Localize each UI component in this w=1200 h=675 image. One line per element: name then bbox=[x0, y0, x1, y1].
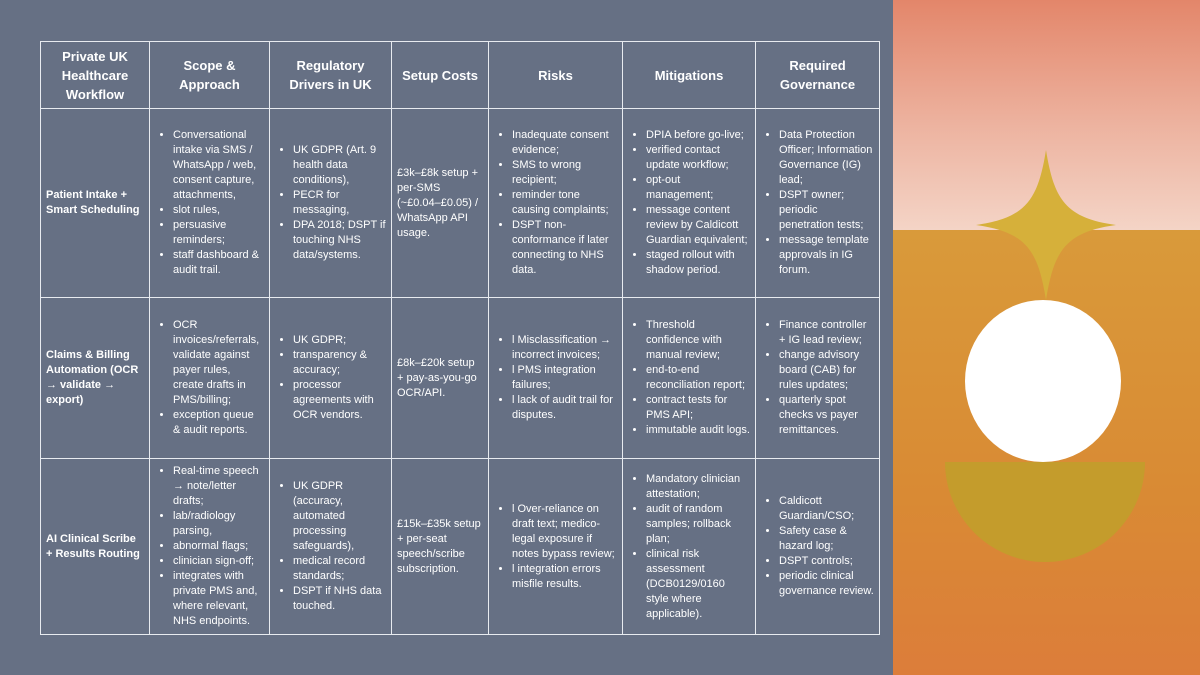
risks-cell bbox=[489, 109, 623, 298]
table-row bbox=[41, 298, 880, 459]
circle-shape bbox=[965, 300, 1121, 462]
table-row bbox=[41, 109, 880, 298]
list-item: • message content review by Caldicott Guardian equivalent; bbox=[646, 203, 750, 248]
header-scope: Scope & Approach bbox=[150, 42, 270, 109]
scope-cell bbox=[150, 109, 270, 298]
governance-cell bbox=[756, 298, 880, 459]
header-mitigations: Mitigations bbox=[623, 42, 756, 109]
list-item: • audit of random samples; rollback plan; bbox=[646, 502, 750, 547]
header-workflow: Private UK Healthcare Workflow bbox=[41, 42, 150, 109]
list-item: • slot rules, bbox=[173, 203, 264, 218]
header-drivers: Regulatory Drivers in UK bbox=[270, 42, 392, 109]
mitigations-cell bbox=[623, 298, 756, 459]
row-title: Patient Intake + Smart Scheduling bbox=[41, 109, 150, 298]
list-item: • PECR for messaging, bbox=[293, 188, 386, 218]
list-item: • l integration errors misfile results. bbox=[512, 562, 617, 592]
list-item: • Real-time speech → note/letter drafts; bbox=[173, 464, 264, 509]
list-item: • staff dashboard & audit trail. bbox=[173, 248, 264, 278]
list-item: • Inadequate consent evidence; bbox=[512, 128, 617, 158]
list-item: • end-to-end reconciliation report; bbox=[646, 363, 750, 393]
list-item: • contract tests for PMS API; bbox=[646, 393, 750, 423]
list-item: • quarterly spot checks vs payer remittances. bbox=[779, 393, 874, 438]
mitigations-cell bbox=[623, 109, 756, 298]
header-row bbox=[41, 42, 880, 109]
list-item: • Threshold confidence with manual review; bbox=[646, 318, 750, 363]
list-item: • integrates with private PMS and, where relevant, NHS endpoints. bbox=[173, 569, 264, 629]
list-item: • DSPT controls; bbox=[779, 554, 874, 569]
list-item: • immutable audit logs. bbox=[646, 423, 750, 438]
governance-cell bbox=[756, 109, 880, 298]
costs-cell: £15k–£35k setup + per-seat speech/scribe subscription. bbox=[392, 459, 489, 635]
drivers-cell bbox=[270, 298, 392, 459]
list-item: • exception queue & audit reports. bbox=[173, 408, 264, 438]
list-item: • clinical risk assessment (DCB0129/0160 style where applicable). bbox=[646, 547, 750, 622]
list-item: • medical record standards; bbox=[293, 554, 386, 584]
drivers-cell bbox=[270, 459, 392, 635]
list-item: • Caldicott Guardian/CSO; bbox=[779, 494, 874, 524]
drivers-cell bbox=[270, 109, 392, 298]
list-item: • DSPT non-conformance if later connecting to NHS data. bbox=[512, 218, 617, 278]
list-item: • DSPT owner; periodic penetration tests; bbox=[779, 188, 874, 233]
list-item: • UK GDPR (Art. 9 health data conditions), bbox=[293, 143, 386, 188]
list-item: • l Misclassification → incorrect invoices; bbox=[512, 333, 617, 363]
list-item: • verified contact update workflow; bbox=[646, 143, 750, 173]
workflow-comparison-table bbox=[40, 41, 880, 635]
list-item: • OCR invoices/referrals, validate against payer rules, create drafts in PMS/billing; bbox=[173, 318, 264, 408]
list-item: • DPIA before go-live; bbox=[646, 128, 750, 143]
list-item: • persuasive reminders; bbox=[173, 218, 264, 248]
decorative-panel bbox=[893, 0, 1200, 675]
list-item: • processor agreements with OCR vendors. bbox=[293, 378, 386, 423]
list-item: • SMS to wrong recipient; bbox=[512, 158, 617, 188]
list-item: • UK GDPR; bbox=[293, 333, 386, 348]
list-item: • transparency & accuracy; bbox=[293, 348, 386, 378]
list-item: • DPA 2018; DSPT if touching NHS data/systems. bbox=[293, 218, 386, 263]
list-item: • message template approvals in IG forum. bbox=[779, 233, 874, 278]
table-row bbox=[41, 459, 880, 635]
governance-cell bbox=[756, 459, 880, 635]
four-point-star-icon bbox=[976, 150, 1116, 300]
list-item: • periodic clinical governance review. bbox=[779, 569, 874, 599]
list-item: • opt-out management; bbox=[646, 173, 750, 203]
row-title: Claims & Billing Automation (OCR → validate → export) bbox=[41, 298, 150, 459]
costs-cell: £8k–£20k setup + pay-as-you-go OCR/API. bbox=[392, 298, 489, 459]
list-item: • abnormal flags; bbox=[173, 539, 264, 554]
list-item: • staged rollout with shadow period. bbox=[646, 248, 750, 278]
list-item: • DSPT if NHS data touched. bbox=[293, 584, 386, 614]
list-item: • UK GDPR (accuracy, automated processing safeguards), bbox=[293, 479, 386, 554]
list-item: • Safety case & hazard log; bbox=[779, 524, 874, 554]
list-item: • clinician sign-off; bbox=[173, 554, 264, 569]
list-item: • Data Protection Officer; Information Governance (IG) lead; bbox=[779, 128, 874, 188]
list-item: • lab/radiology parsing, bbox=[173, 509, 264, 539]
risks-cell bbox=[489, 298, 623, 459]
list-item: • Conversational intake via SMS / WhatsApp / web, consent capture, attachments, bbox=[173, 128, 264, 203]
costs-cell: £3k–£8k setup + per-SMS (~£0.04–£0.05) / WhatsApp API usage. bbox=[392, 109, 489, 298]
risks-cell bbox=[489, 459, 623, 635]
header-governance: Required Governance bbox=[756, 42, 880, 109]
list-item: • l lack of audit trail for disputes. bbox=[512, 393, 617, 423]
row-title: AI Clinical Scribe + Results Routing bbox=[41, 459, 150, 635]
scope-cell bbox=[150, 459, 270, 635]
list-item: • Mandatory clinician attestation; bbox=[646, 472, 750, 502]
scope-cell bbox=[150, 298, 270, 459]
list-item: • reminder tone causing complaints; bbox=[512, 188, 617, 218]
header-costs: Setup Costs bbox=[392, 42, 489, 109]
header-risks: Risks bbox=[489, 42, 623, 109]
mitigations-cell bbox=[623, 459, 756, 635]
list-item: • Finance controller + IG lead review; bbox=[779, 318, 874, 348]
list-item: • l PMS integration failures; bbox=[512, 363, 617, 393]
list-item: • change advisory board (CAB) for rules updates; bbox=[779, 348, 874, 393]
list-item: • l Over-reliance on draft text; medico-legal exposure if notes bypass review; bbox=[512, 502, 617, 562]
